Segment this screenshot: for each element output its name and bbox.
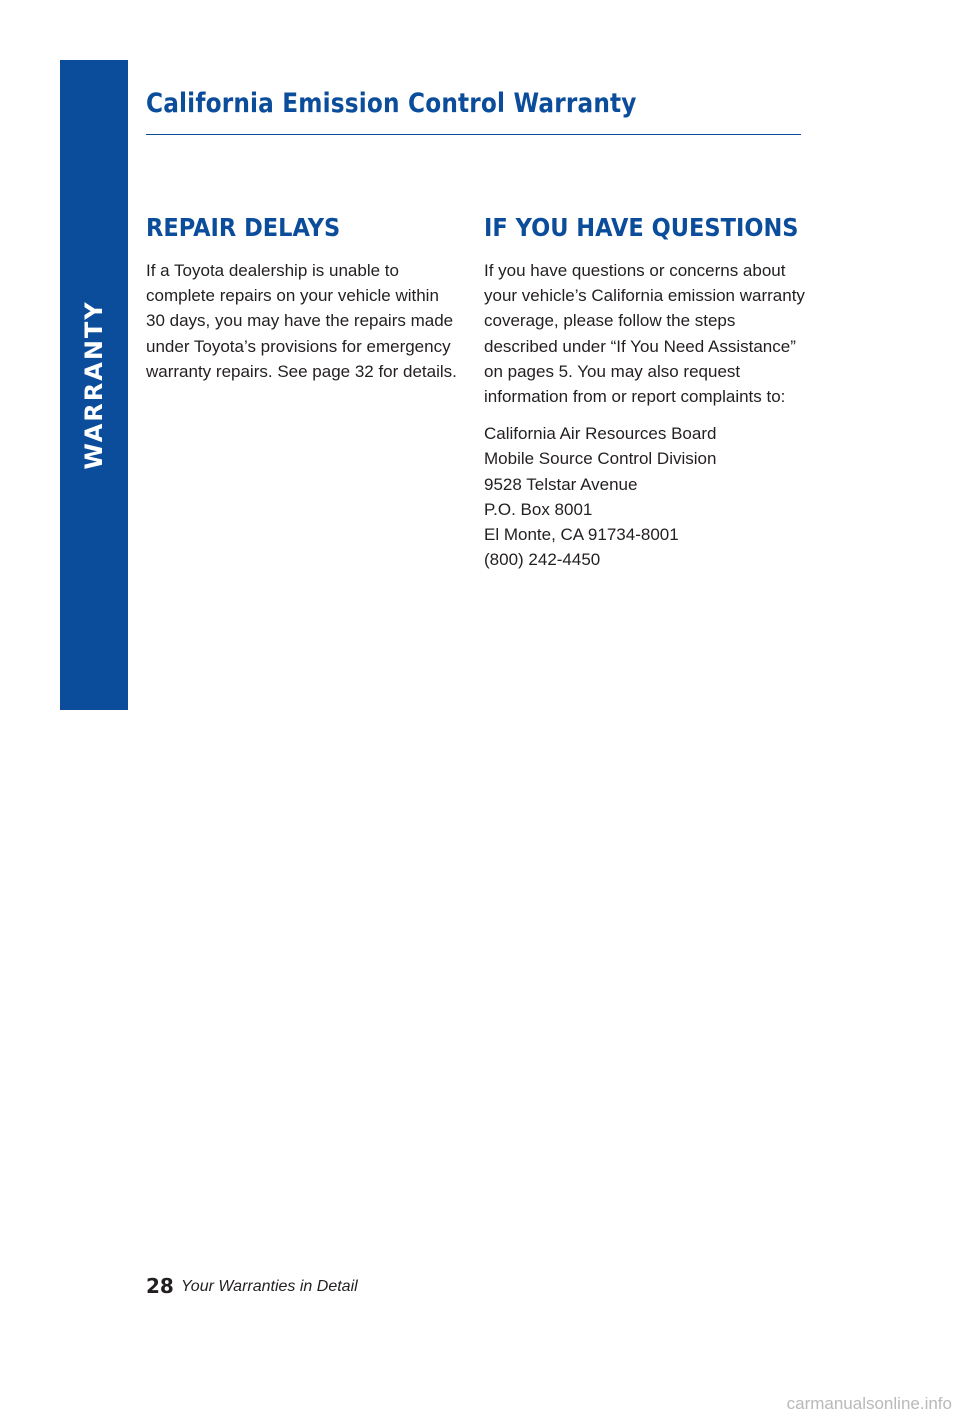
repair-delays-paragraph: [146, 258, 456, 384]
address-line: El Monte, CA 91734-8001: [484, 525, 679, 545]
side-tab-label: WARRANTY: [80, 300, 108, 470]
watermark: carmanualsonline.info: [786, 1394, 952, 1413]
paragraph-line: warranty repairs. See page 32 for details.: [146, 361, 457, 381]
paragraph-line: 30 days, you may have the repairs made: [146, 311, 454, 331]
title-divider: [146, 134, 801, 135]
paragraph-line: under Toyota’s provisions for emergency: [146, 336, 451, 356]
repair-delays-section: [146, 210, 456, 384]
address-block: [484, 421, 804, 572]
paragraph-line: If a Toyota dealership is unable to: [146, 261, 399, 280]
questions-paragraph: [484, 258, 804, 409]
repair-delays-heading: REPAIR DELAYS: [146, 213, 341, 242]
questions-heading: IF YOU HAVE QUESTIONS: [484, 213, 799, 242]
paragraph-line: described under “If You Need Assistance”: [484, 336, 796, 356]
address-line: California Air Resources Board: [484, 424, 717, 444]
paragraph-line: If you have questions or concerns about: [484, 261, 786, 280]
footer-title: Your Warranties in Detail: [181, 1278, 358, 1295]
page-number: 28: [146, 1274, 174, 1298]
paragraph-line: your vehicle’s California emission warranty: [484, 286, 805, 306]
address-line: 9528 Telstar Avenue: [484, 474, 638, 494]
page-title: California Emission Control Warranty: [146, 88, 637, 119]
questions-section: [484, 210, 804, 572]
address-line: P.O. Box 8001: [484, 499, 593, 519]
phone-number: (800) 242-4450: [484, 550, 601, 570]
paragraph-line: on pages 5. You may also request: [484, 361, 741, 381]
paragraph-line: information from or report complaints to:: [484, 387, 786, 407]
address-line: Mobile Source Control Division: [484, 449, 717, 469]
paragraph-line: complete repairs on your vehicle within: [146, 286, 439, 306]
paragraph-line: coverage, please follow the steps: [484, 311, 736, 331]
